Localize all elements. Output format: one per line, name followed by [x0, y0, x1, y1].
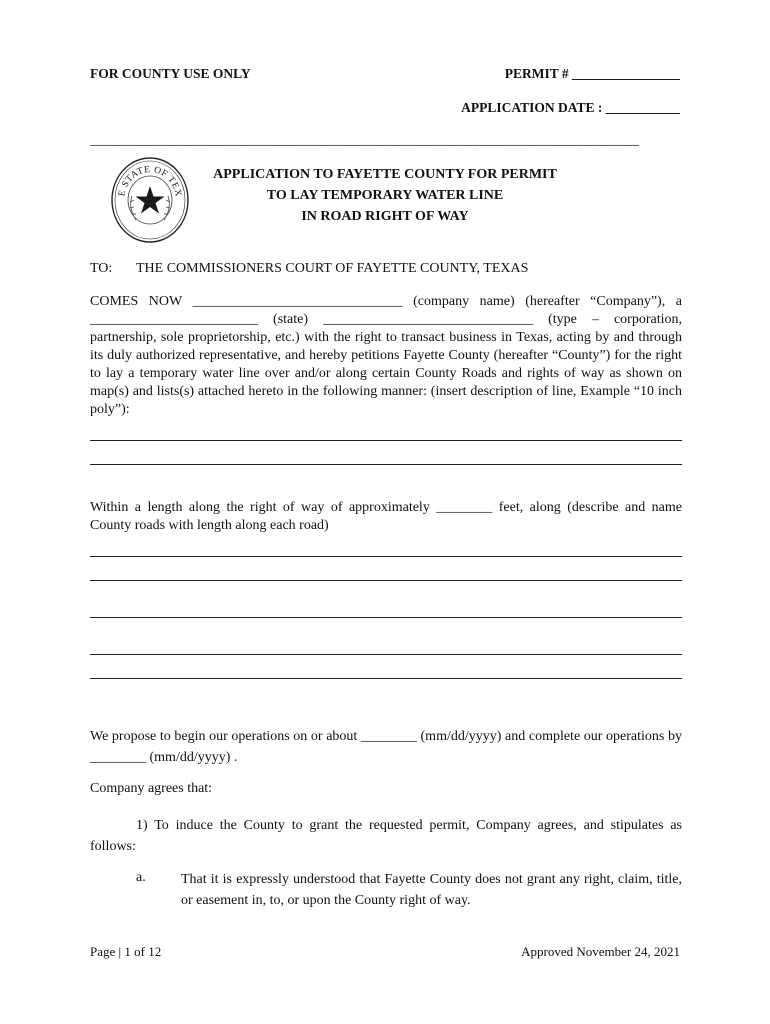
- company-agrees-label: Company agrees that:: [90, 781, 213, 796]
- road-line-3[interactable]: [90, 617, 682, 618]
- form-title: [150, 164, 620, 227]
- road-line-1[interactable]: [90, 556, 682, 557]
- road-line-5[interactable]: [90, 678, 682, 679]
- page-number: Page | 1 of 12: [90, 944, 162, 959]
- item-a-label: a.: [136, 870, 146, 885]
- header-divider: _______________________________________________________________________________: [90, 132, 640, 147]
- permit-number-field: PERMIT # ________________: [504, 66, 680, 81]
- operations-dates-paragraph: We propose to begin our operations on or about ________ (mm/dd/yyyy) and complete our operations by ________ (mm/dd/yyyy) .: [90, 729, 682, 765]
- item-a-text: That it is expressly understood that Fayette County does not grant any right, claim, title, or easement in, to, or upon the County right of way.: [181, 872, 682, 908]
- title-line-2: TO LAY TEMPORARY WATER LINE: [266, 188, 504, 203]
- approved-date: Approved November 24, 2021: [521, 944, 680, 959]
- county-use-label: FOR COUNTY USE ONLY: [90, 66, 251, 81]
- road-line-2[interactable]: [90, 580, 682, 581]
- road-line-4[interactable]: [90, 654, 682, 655]
- within-length-paragraph: Within a length along the right of way of approximately ________ feet, along (describe and name County roads with length along each road): [90, 500, 682, 533]
- title-line-1: APPLICATION TO FAYETTE COUNTY FOR PERMIT: [213, 167, 557, 182]
- comes-now-paragraph: COMES NOW ______________________________ (company name) (hereafter “Company”), a ________________________ (state) ______________________________ (type – corporation, partnership, sole proprietorship, etc.) with the right to transact business in Texas, acting by and through its duly authorized representative, and hereby petitions Fayette County (hereafter “County”) for the right to lay a temporary water line over and/or along certain County Roads and rights of way as shown on map(s) and lists(s) attached hereto in the following manner: (insert description of line, Example “10 inch poly”):: [90, 294, 682, 417]
- title-line-3: IN ROAD RIGHT OF WAY: [301, 209, 469, 224]
- item-1-paragraph: 1) To induce the County to grant the requested permit, Company agrees, and stipulates as follows:: [90, 818, 682, 854]
- to-recipient: THE COMMISSIONERS COURT OF FAYETTE COUNTY, TEXAS: [136, 261, 529, 276]
- description-line-2[interactable]: [90, 464, 682, 465]
- seal-text: E STATE OF TEX: [117, 164, 183, 198]
- application-date-field: APPLICATION DATE : ___________: [461, 100, 680, 115]
- to-label: TO:: [90, 261, 113, 276]
- description-line-1[interactable]: [90, 440, 682, 441]
